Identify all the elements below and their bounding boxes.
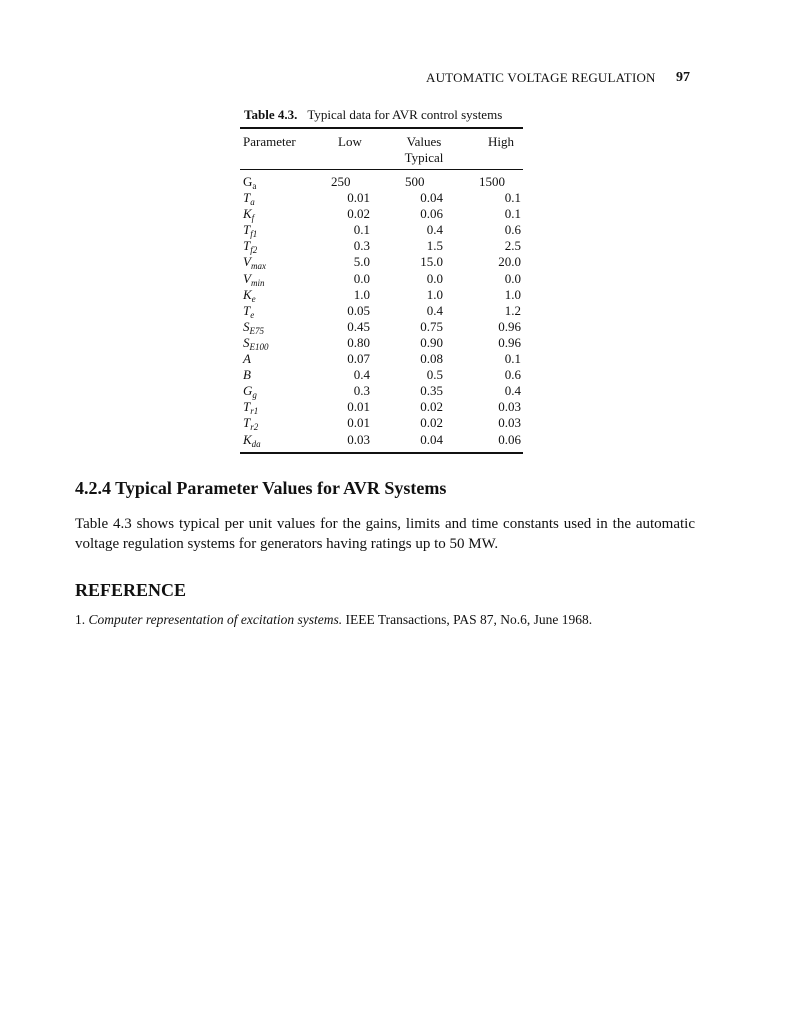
cell-typical: 0.06	[420, 206, 443, 222]
cell-high: 0.06	[498, 431, 521, 447]
cell-low: 0.01	[347, 415, 370, 431]
cell-typical: 500	[405, 174, 425, 189]
parameter-subscript: r1	[250, 406, 259, 417]
reference-details: IEEE Transactions, PAS 87, No.6, June 1968.	[345, 612, 593, 627]
cell-high: 0.1	[504, 351, 521, 367]
parameter-subscript: f1	[250, 229, 258, 240]
cell-parameter	[243, 190, 255, 207]
table-caption	[244, 107, 534, 123]
cell-high: 2.5	[504, 238, 521, 254]
cell-parameter	[243, 254, 266, 271]
cell-low: 5.0	[353, 254, 370, 270]
table-row	[0, 271, 786, 287]
parameter-symbol: S	[243, 334, 250, 350]
cell-high: 1.0	[504, 286, 521, 302]
table-row	[0, 206, 786, 222]
cell-parameter	[243, 383, 257, 400]
parameter-symbol: K	[243, 206, 252, 222]
cell-low: 0.02	[347, 206, 370, 222]
cell-low: 0.03	[347, 431, 370, 447]
parameter-symbol: G	[243, 383, 253, 399]
parameter-subscript: E100	[249, 341, 269, 352]
cell-typical: 0.35	[420, 383, 443, 399]
cell-low: 0.07	[347, 351, 370, 367]
cell-typical: 0.0	[426, 270, 443, 286]
cell-parameter	[243, 319, 264, 336]
parameter-subscript: r2	[250, 422, 259, 433]
table-header-rule	[240, 169, 523, 170]
cell-high: 0.03	[498, 399, 521, 415]
header-values	[399, 134, 449, 166]
parameter-symbol: V	[243, 270, 251, 286]
cell-high: 0.1	[504, 206, 521, 222]
table-caption-text: Typical data for AVR control systems	[307, 107, 503, 122]
cell-typical: 1.0	[426, 286, 443, 302]
cell-typical: 0.04	[420, 431, 443, 447]
cell-low: 0.05	[347, 302, 370, 318]
running-head-title: AUTOMATIC VOLTAGE REGULATION	[426, 70, 656, 85]
header-values-label: Values	[406, 134, 442, 149]
cell-parameter	[243, 367, 251, 383]
table-row	[0, 174, 786, 190]
table-row	[0, 367, 786, 383]
cell-parameter	[243, 303, 254, 320]
header-typical-label: Typical	[404, 150, 444, 165]
cell-typical: 0.02	[420, 399, 443, 415]
cell-typical: 0.02	[420, 415, 443, 431]
cell-high: 1.2	[504, 302, 521, 318]
table-row	[0, 415, 786, 431]
table-row	[0, 432, 786, 448]
cell-typical: 15.0	[420, 254, 443, 270]
running-head	[0, 70, 786, 88]
cell-high: 0.0	[504, 270, 521, 286]
cell-parameter	[243, 399, 258, 416]
page-number: 97	[676, 70, 690, 85]
cell-typical: 0.90	[420, 334, 443, 350]
parameter-subscript: min	[250, 277, 265, 288]
parameter-subscript: da	[251, 438, 261, 449]
cell-high: 0.96	[498, 318, 521, 334]
cell-high: 0.6	[504, 222, 521, 238]
cell-high: 1500	[479, 174, 505, 189]
parameter-subscript: f2	[250, 245, 258, 256]
cell-parameter	[243, 351, 251, 367]
cell-parameter	[243, 335, 269, 352]
reference-heading: REFERENCE	[75, 580, 187, 600]
header-high: High	[488, 134, 514, 149]
parameter-symbol: G	[243, 174, 253, 189]
cell-parameter	[243, 271, 264, 288]
parameter-subscript: e	[250, 309, 255, 320]
cell-low: 0.0	[353, 270, 370, 286]
cell-high: 0.96	[498, 334, 521, 350]
cell-high: 0.6	[504, 367, 521, 383]
table-row	[0, 238, 786, 254]
cell-low: 0.01	[347, 399, 370, 415]
cell-typical: 1.5	[426, 238, 443, 254]
cell-low: 0.80	[347, 334, 370, 350]
parameter-symbol: T	[243, 415, 251, 431]
cell-typical: 0.5	[426, 367, 443, 383]
table-bottom-rule	[240, 452, 523, 454]
cell-low: 0.1	[353, 222, 370, 238]
header-parameter: Parameter	[243, 134, 296, 149]
parameter-symbol: T	[243, 222, 251, 238]
parameter-symbol: T	[243, 302, 251, 318]
parameter-subscript: E75	[249, 325, 264, 336]
cell-parameter	[243, 222, 257, 239]
reference-number: 1.	[75, 612, 86, 627]
parameter-symbol: A	[243, 351, 251, 367]
table-row	[0, 254, 786, 270]
cell-low: 0.3	[353, 383, 370, 399]
cell-parameter	[243, 415, 258, 432]
body-paragraph: Table 4.3 shows typical per unit values for the gains, limits and time constants used in the automatic voltage regulation systems for generators having ratings up to 50 MW.	[75, 516, 695, 552]
table-row	[0, 303, 786, 319]
parameter-subscript: f	[251, 213, 255, 224]
parameter-subscript: a	[250, 197, 255, 208]
cell-high: 20.0	[498, 254, 521, 270]
cell-typical: 0.4	[426, 222, 443, 238]
table-row	[0, 190, 786, 206]
cell-parameter	[243, 174, 256, 191]
parameter-symbol: T	[243, 399, 251, 415]
cell-low: 1.0	[353, 286, 370, 302]
parameter-symbol: K	[243, 431, 252, 447]
table-row	[0, 319, 786, 335]
cell-parameter	[243, 287, 256, 304]
parameter-symbol: K	[243, 286, 252, 302]
table-top-rule	[240, 127, 523, 129]
header-low: Low	[338, 134, 362, 149]
cell-parameter	[243, 238, 257, 255]
parameter-symbol: T	[243, 190, 251, 206]
parameter-symbol: S	[243, 318, 250, 334]
parameter-subscript: max	[250, 261, 266, 272]
cell-typical: 0.04	[420, 190, 443, 206]
table-row	[0, 351, 786, 367]
cell-low: 0.4	[353, 367, 370, 383]
cell-high: 0.4	[504, 383, 521, 399]
cell-parameter	[243, 206, 254, 223]
parameter-symbol: B	[243, 367, 251, 383]
cell-low: 0.3	[353, 238, 370, 254]
parameter-subscript: g	[252, 390, 257, 401]
parameter-subscript: a	[252, 181, 257, 191]
parameter-subscript: e	[251, 293, 256, 304]
cell-low: 250	[331, 174, 351, 189]
cell-high: 0.1	[504, 190, 521, 206]
cell-typical: 0.08	[420, 351, 443, 367]
table-row	[0, 222, 786, 238]
section-heading: 4.2.4 Typical Parameter Values for AVR Systems	[75, 478, 447, 498]
cell-low: 0.45	[347, 318, 370, 334]
reference-title: Computer representation of excitation systems.	[88, 612, 343, 627]
cell-typical: 0.4	[426, 302, 443, 318]
table-body	[0, 174, 786, 448]
parameter-symbol: T	[243, 238, 251, 254]
cell-parameter	[243, 432, 261, 449]
parameter-symbol: V	[243, 254, 251, 270]
table-row	[0, 399, 786, 415]
cell-low: 0.01	[347, 190, 370, 206]
table-row	[0, 287, 786, 303]
cell-high: 0.03	[498, 415, 521, 431]
reference-item	[75, 612, 715, 628]
table-row	[0, 383, 786, 399]
table-row	[0, 335, 786, 351]
cell-typical: 0.75	[420, 318, 443, 334]
table-label: Table 4.3.	[244, 107, 298, 122]
